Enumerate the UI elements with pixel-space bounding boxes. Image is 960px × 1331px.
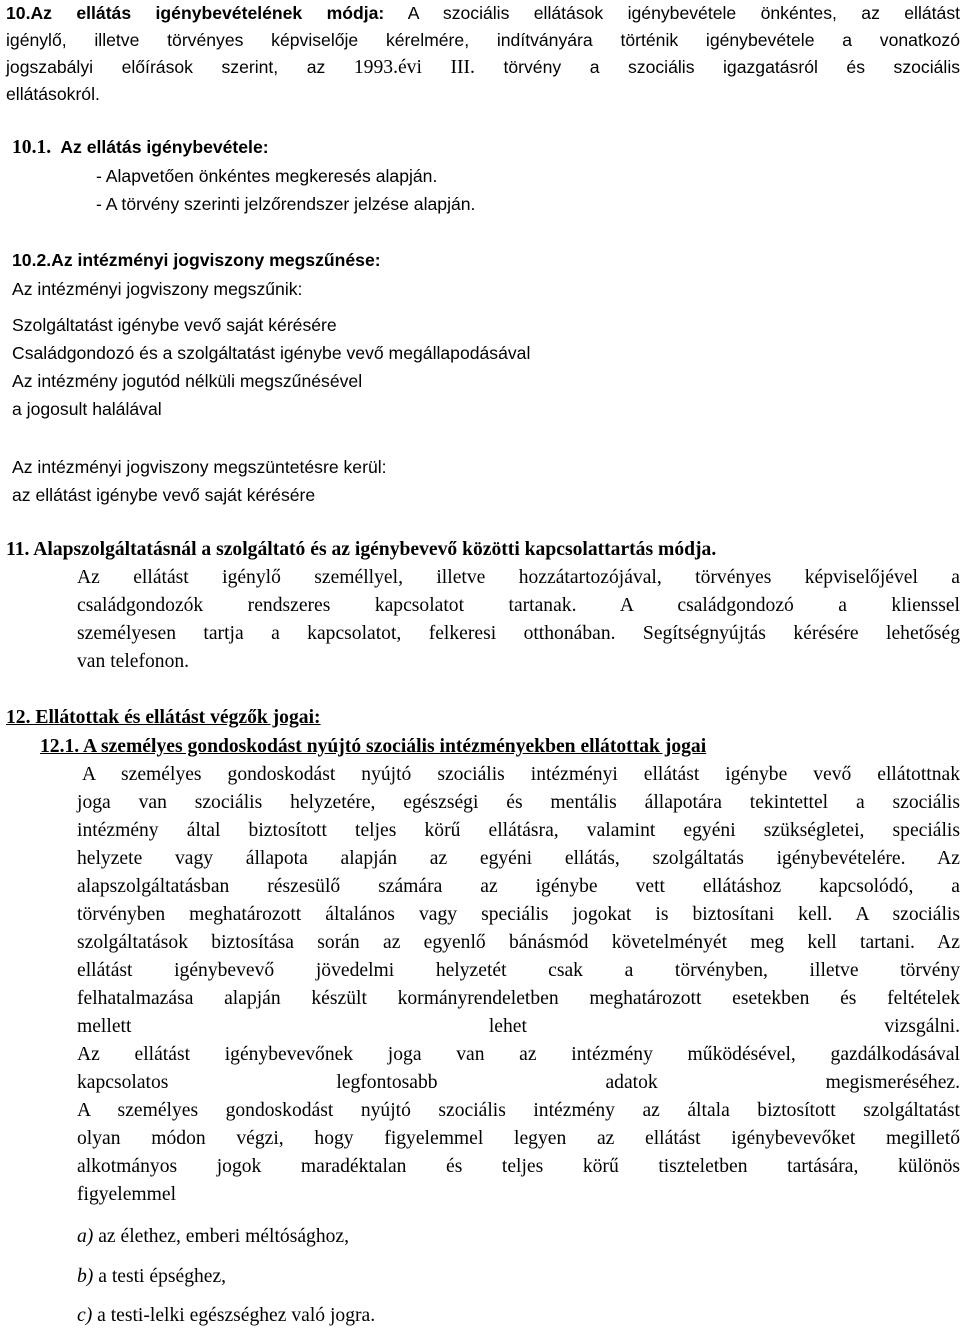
- section-12-line: helyzete vagy állapota alapján az egyéni ellátás, szolgáltatás igénybevételére. Az: [77, 848, 960, 869]
- section-10-2-item: Az intézmény jogutód nélküli megszűnésével: [12, 371, 363, 391]
- rights-item-text: a testi-lelki egészséghez való jogra.: [92, 1305, 376, 1326]
- section-10-1-item: - Alapvetően önkéntes megkeresés alapján.: [96, 166, 438, 186]
- section-12-line: ellátást igénybevevő jövedelmi helyzetét csak a törvényben, illetve törvény: [77, 960, 960, 981]
- section-10-text: jogszabályi előírások szerint, az: [6, 57, 326, 77]
- section-10-1-title: Az ellátás igénybevétele:: [60, 137, 269, 157]
- section-12-line: Az ellátást igénybevevőnek joga van az intézmény működésével, gazdálkodásával: [77, 1044, 960, 1065]
- section-11-line: Az ellátást igénylő személlyel, illetve hozzátartozójával, törvényes képviselőjével a: [77, 567, 960, 588]
- rights-item-text: az élethez, emberi méltósághoz,: [93, 1226, 350, 1247]
- section-10-1-item: - A törvény szerinti jelzőrendszer jelzése alapján.: [96, 194, 476, 214]
- section-12-line: szolgáltatások biztosítása során az egyenlő bánásmód követelményét meg kell tartani. Az: [77, 932, 960, 953]
- section-10-2-item: Családgondozó és a szolgáltatást igénybe vevő megállapodásával: [12, 343, 531, 363]
- section-12-line: kapcsolatos legfontosabb adatok megismeréséhez.: [77, 1072, 960, 1093]
- section-10-line-1: [6, 0, 960, 27]
- section-12-heading-text: 12. Ellátottak és ellátást végzők jogai:: [6, 707, 321, 728]
- section-10-text: törvény a szociális igazgatásról és szociális: [503, 57, 960, 77]
- section-12-line: A személyes gondoskodást nyújtó szociális intézmény az általa biztosított szolgáltatást: [77, 1100, 960, 1121]
- section-10-heading: 10.Az ellátás igénybevételének módja:: [6, 3, 385, 23]
- section-12-line: figyelemmel: [77, 1184, 177, 1205]
- section-10-2-termination-intro: Az intézményi jogviszony megszüntetésre kerül:: [12, 457, 387, 477]
- section-12-line: alkotmányos jogok maradéktalan és teljes körű tiszteletben tartására, különös: [77, 1156, 960, 1177]
- section-11-heading: 11. Alapszolgáltatásnál a szolgáltató és az igénybevevő közötti kapcsolattartás módja.: [6, 539, 717, 560]
- section-10-2-item: a jogosult halálával: [12, 399, 162, 419]
- section-10-2-heading: 10.2.Az intézményi jogviszony megszűnése:: [12, 250, 381, 270]
- rights-item-letter: a): [77, 1226, 94, 1247]
- section-12-line: intézmény által biztosított teljes körű ellátásra, valamint egyéni szükségletei, speciális: [77, 820, 960, 841]
- rights-item-text: a testi épséghez,: [93, 1266, 227, 1287]
- section-10-text: A szociális ellátások igénybevétele önkéntes, az ellátást: [407, 3, 960, 23]
- section-12-line: joga van szociális helyzetére, egészségi és mentális állapotára tekintettel a szociális: [77, 792, 960, 813]
- section-10-line-4: ellátásokról.: [6, 84, 100, 104]
- section-11-line: van telefonon.: [77, 651, 190, 672]
- section-10-2-item: Szolgáltatást igénybe vevő saját kérésére: [12, 315, 337, 335]
- rights-list-item: [77, 1223, 349, 1251]
- section-12-heading: [6, 704, 321, 732]
- rights-item-letter: b): [77, 1266, 94, 1287]
- section-12-line: olyan módon végzi, hogy figyelemmel legyen az ellátást igénybevevőket megillető: [77, 1128, 960, 1149]
- section-10-2-termination-item: az ellátást igénybe vevő saját kérésére: [12, 485, 316, 505]
- section-10-1-heading: [12, 133, 269, 162]
- section-12-line: felhatalmazása alapján készült kormányrendeletben meghatározott esetekben és feltételek: [77, 988, 960, 1009]
- section-12-1-heading: 12.1. A személyes gondoskodást nyújtó szociális intézményekben ellátottak jogai: [40, 736, 707, 757]
- section-12-line: alapszolgáltatásban részesülő számára az igénybe vett ellátáshoz kapcsolódó, a: [77, 876, 960, 897]
- section-10-1-number: 10.1.: [12, 137, 52, 158]
- rights-list-item: [77, 1263, 226, 1291]
- section-12-line: mellett lehet vizsgálni.: [77, 1016, 960, 1037]
- section-11-line: személyesen tartja a kapcsolatot, felkeresi otthonában. Segítségnyújtás kérésére lehetőség: [77, 623, 960, 644]
- rights-item-letter: c): [77, 1305, 93, 1326]
- rights-list-item: [77, 1302, 375, 1330]
- section-10-line-2: igénylő, illetve törvényes képviselője kérelmére, indítványára történik igénybevétele a vonatkozó: [6, 30, 960, 50]
- section-10-line-3: [6, 53, 960, 82]
- section-10-2-intro: Az intézményi jogviszony megszűnik:: [12, 279, 303, 299]
- section-12-line: A személyes gondoskodást nyújtó szociális intézményi ellátást igénybe vevő ellátottnak: [82, 764, 960, 785]
- section-12-line: törvényben meghatározott általános vagy speciális jogokat is biztosítani kell. A szociális: [77, 904, 960, 925]
- section-10-law-ref: 1993.évi III.: [353, 57, 475, 78]
- section-11-line: családgondozók rendszeres kapcsolatot tartanak. A családgondozó a klienssel: [77, 595, 960, 616]
